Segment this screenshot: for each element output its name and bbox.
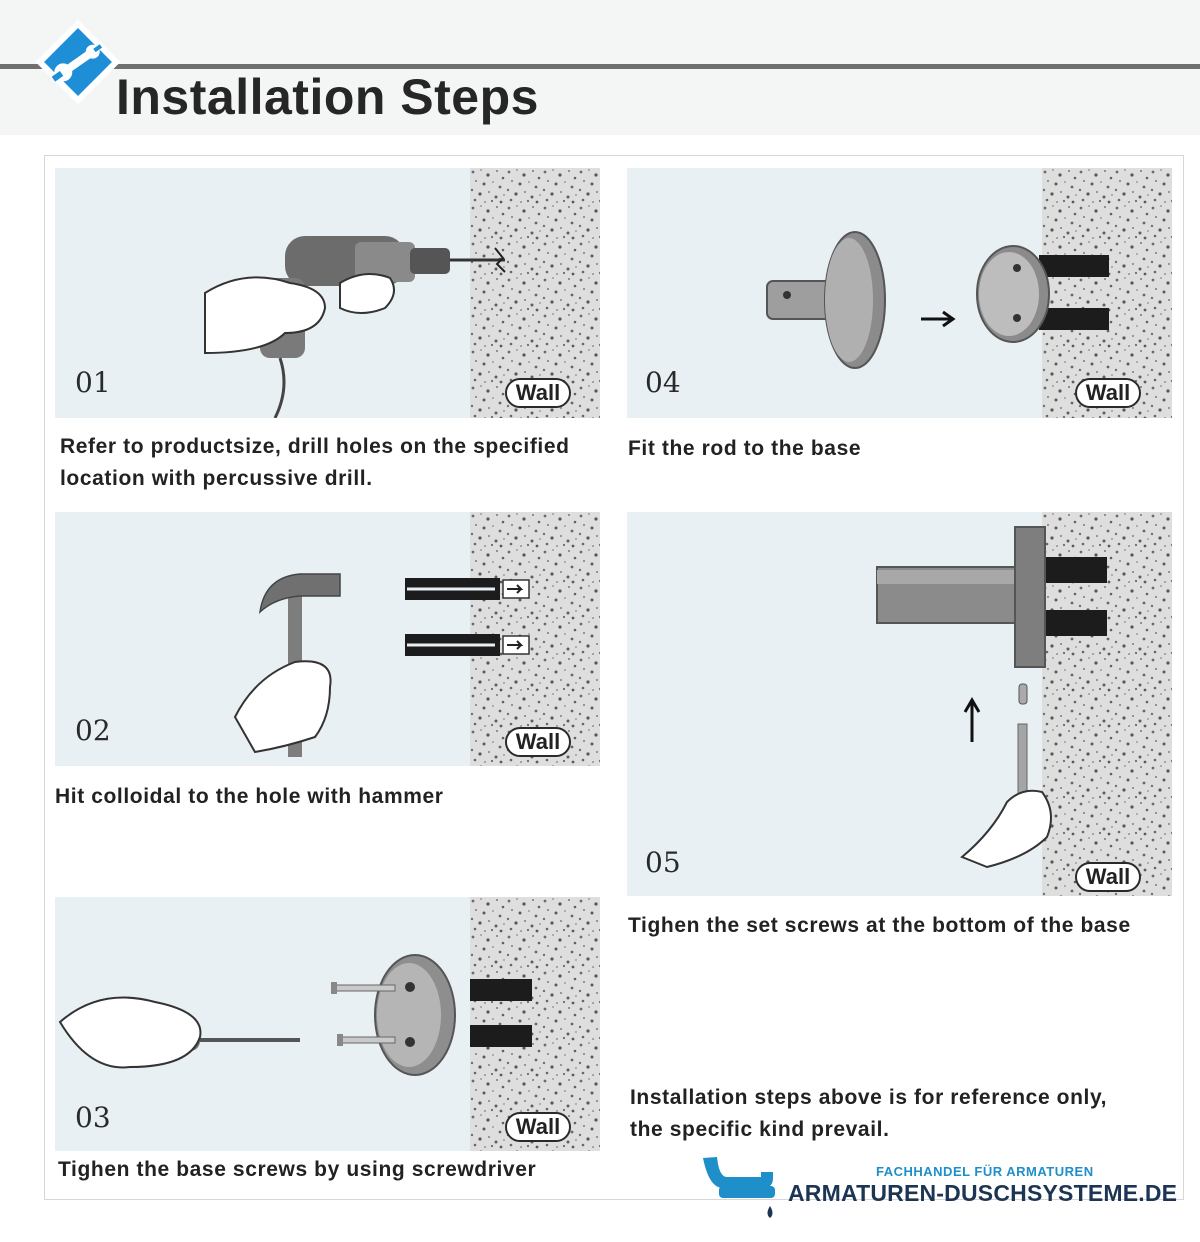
step-02-caption: Hit colloidal to the hole with hammer bbox=[55, 785, 444, 808]
step-number: 04 bbox=[645, 366, 681, 399]
step-02-panel bbox=[55, 512, 600, 766]
step-number: 05 bbox=[645, 846, 681, 879]
step-04-caption: Fit the rod to the base bbox=[628, 437, 862, 460]
note-line: the specific kind prevail. bbox=[630, 1118, 890, 1141]
step-03-caption: Tighen the base screws by using screwdriver bbox=[58, 1158, 537, 1181]
wall-label: Wall bbox=[1075, 862, 1141, 892]
step-number: 02 bbox=[75, 714, 111, 747]
wall-label: Wall bbox=[505, 1112, 571, 1142]
reference-note bbox=[630, 1082, 1107, 1146]
wall-label: Wall bbox=[505, 378, 571, 408]
step-05-panel bbox=[627, 512, 1172, 896]
step-01-caption bbox=[60, 431, 600, 495]
caption-line: Refer to productsize, drill holes on the specified bbox=[60, 435, 570, 458]
set-screw-illustration bbox=[627, 512, 1172, 896]
step-number: 03 bbox=[75, 1101, 111, 1134]
faucet-icon bbox=[695, 1152, 785, 1222]
wrench-icon bbox=[28, 12, 128, 112]
step-01-panel bbox=[55, 168, 600, 418]
note-line: Installation steps above is for reference only, bbox=[630, 1086, 1108, 1109]
step-03-panel bbox=[55, 897, 600, 1151]
header-bar bbox=[0, 0, 1200, 135]
wall-label: Wall bbox=[505, 727, 571, 757]
step-05-caption: Tighen the set screws at the bottom of the base bbox=[628, 914, 1131, 937]
brand-name: ARMATUREN-DUSCHSYSTEME.DE bbox=[788, 1180, 1178, 1206]
page-title: Installation Steps bbox=[116, 69, 539, 125]
step-04-panel bbox=[627, 168, 1172, 418]
wall-label: Wall bbox=[1075, 378, 1141, 408]
step-number: 01 bbox=[75, 366, 111, 399]
caption-line: location with percussive drill. bbox=[60, 467, 373, 490]
brand-tagline: FACHHANDEL FÜR ARMATUREN bbox=[876, 1164, 1094, 1179]
